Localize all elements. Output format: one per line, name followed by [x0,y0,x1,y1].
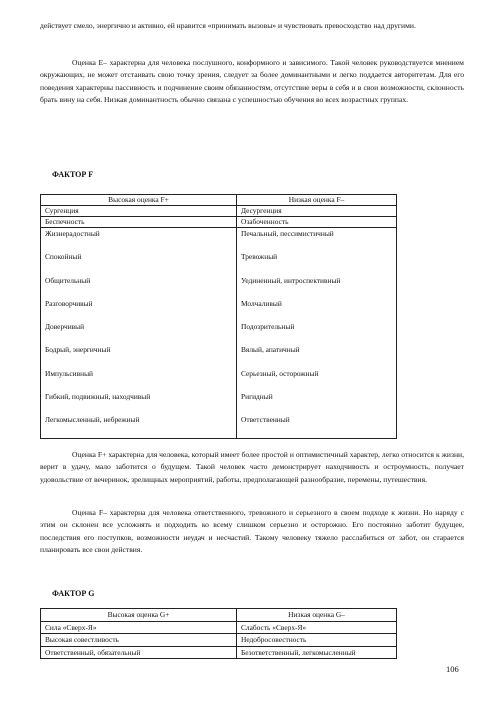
table-row [41,206,397,217]
table-header-row [41,195,397,206]
page-number: 106 [446,664,459,674]
paragraph-f-plus: Оценка F+ характерна для человека, который имеет более простой и оптимистичный характер, легко относится к жизни, верит в удачу, мало заботится о будущем. Такой человек часто демонстрирует находчивость и остроумность, получает удовольствие от вечеринок, зрелищных мероприятий, работы, предполагающей разнообразие, перемены, путешествия. [40,450,464,484]
paragraph-e-plus-end: действует смело, энергично и активно, ей нравится «принимать вызовы» и чувствовать превосходство над другими. [40,21,416,30]
table-cell: Высокая совестливость [41,634,237,647]
factor-g-heading: ФАКТОР G [52,589,95,598]
table-cell: Слабость «Сверх-Я» [237,621,397,634]
table-cell: Молчаливый [237,298,397,321]
table-row [41,217,397,228]
header-low-f: Низкая оценка F– [237,195,397,206]
table-cell: Недобросовестность [237,634,397,647]
table-cell: Беспечность [41,217,237,228]
table-row [41,251,397,274]
table-cell: Печальный, пессимистичный [237,228,397,252]
table-cell: Доверчивый [41,321,237,344]
table-cell: Подозрительный [237,321,397,344]
table-row [41,414,397,438]
header-high-f: Высокая оценка F+ [41,195,237,206]
table-cell: Гибкий, подвижный, находчивый [41,391,237,414]
paragraph-e-minus: Оценка E– характерна для человека послушного, конформного и зависимого. Такой человек руководствуется мнением окружающих, не может отстаивать свою точку зрения, следует за более доминантными и легко поддается авторитетам. Для его поведения характерны пассивность и подчинение своим обязанностям, отсутствие веры в себя и в свои возможности, склонность брать вину на себя. Низкая доминантность обычно связана с успешностью обучения во всех возрастных группах. [40,58,464,105]
table-cell: Ригидный [237,391,397,414]
factor-f-heading: ФАКТОР F [52,170,94,179]
table-cell: Спокойный [41,251,237,274]
table-cell: Вялый, апатичный [237,344,397,367]
table-row [41,634,397,647]
table-cell: Жизнерадостный [41,228,237,252]
table-row [41,646,397,659]
table-cell: Десургенция [237,206,397,217]
paragraph-f-minus: Оценка F– характерна для человека ответственного, тревожного и серьезного в своем подходе к жизни. Но наряду с этим он склонен все усложнять и подходить ко всему слишком серьезно и осторожно. Его постоянно заботит будущее, последствия его поступков, возможности неудач и несчастий. Такому человеку тяжело расслабиться от забот, он старается планировать все свои действия. [40,508,464,555]
table-cell: Уединенный, интроспективный [237,275,397,298]
factor-g-table [40,608,397,659]
table-row [41,368,397,391]
table-cell: Тревожный [237,251,397,274]
table-cell: Бодрый, энергичный [41,344,237,367]
table-cell: Ответственный, обязательный [41,646,237,659]
table-row [41,621,397,634]
table-row [41,298,397,321]
table-row [41,321,397,344]
header-high-g: Высокая оценка G+ [41,609,237,622]
table-row [41,228,397,252]
table-row [41,275,397,298]
table-cell: Импульсивный [41,368,237,391]
header-low-g: Низкая оценка G– [237,609,397,622]
table-cell: Безответственный, легкомысленный [237,646,397,659]
table-row [41,391,397,414]
table-cell: Легкомысленный, небрежный [41,414,237,438]
table-header-row [41,609,397,622]
table-cell: Серьезный, осторожный [237,368,397,391]
table-cell: Общительный [41,275,237,298]
table-cell: Разговорчивый [41,298,237,321]
table-cell: Ответственный [237,414,397,438]
table-cell: Озабоченность [237,217,397,228]
table-cell: Сургенция [41,206,237,217]
table-row [41,344,397,367]
table-cell: Сила «Сверх-Я» [41,621,237,634]
factor-f-table [40,194,397,439]
